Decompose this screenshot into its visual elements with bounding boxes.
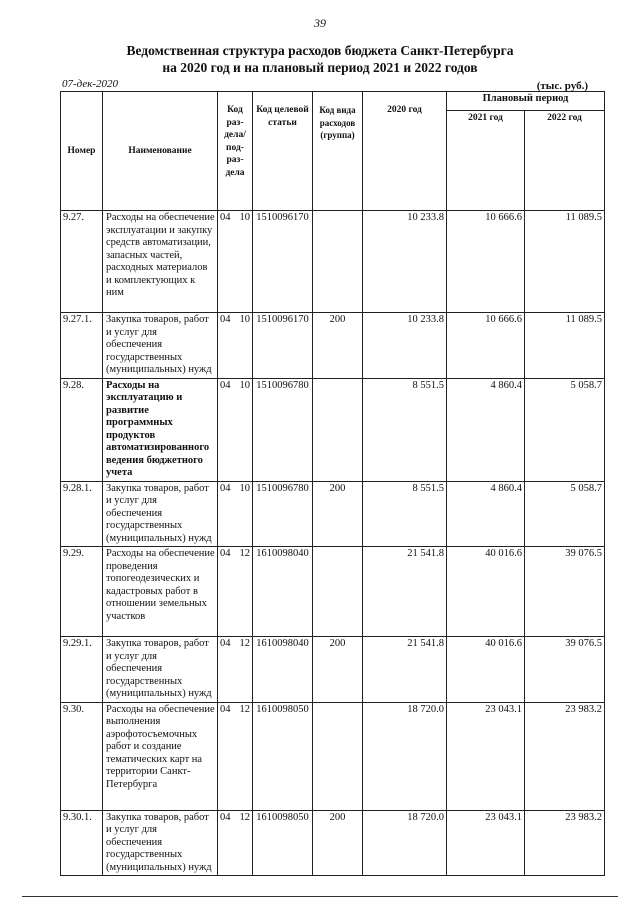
row-section-code: 04 xyxy=(218,702,234,810)
header-planned-period: Плановый период xyxy=(447,92,605,111)
row-amount-2022: 39 076.5 xyxy=(525,547,605,637)
row-name: Расходы на обеспечение проведения топогеодезических и кадастровых работ в отношении земельных участков xyxy=(103,547,218,637)
table-row xyxy=(61,702,605,810)
row-amount-2020: 18 720.0 xyxy=(363,810,447,876)
row-amount-2022: 11 089.5 xyxy=(525,313,605,379)
row-amount-2021: 23 043.1 xyxy=(447,702,525,810)
row-amount-2021: 4 860.4 xyxy=(447,378,525,481)
row-expense-type: 200 xyxy=(313,637,363,703)
row-number: 9.29.1. xyxy=(61,637,103,703)
row-amount-2020: 8 551.5 xyxy=(363,378,447,481)
table-row xyxy=(61,547,605,637)
row-subsection-code: 12 xyxy=(234,810,253,876)
row-number: 9.27.1. xyxy=(61,313,103,379)
row-expense-type: 200 xyxy=(313,313,363,379)
row-section-code: 04 xyxy=(218,481,234,547)
row-number: 9.27. xyxy=(61,211,103,313)
row-amount-2020: 10 233.8 xyxy=(363,211,447,313)
table-row xyxy=(61,810,605,876)
row-amount-2021: 40 016.6 xyxy=(447,547,525,637)
footer-line xyxy=(22,896,618,897)
table-row xyxy=(61,211,605,313)
row-subsection-code: 12 xyxy=(234,702,253,810)
row-subsection-code: 12 xyxy=(234,547,253,637)
row-expense-type: 200 xyxy=(313,810,363,876)
row-expense-type xyxy=(313,702,363,810)
row-amount-2022: 23 983.2 xyxy=(525,702,605,810)
row-section-code: 04 xyxy=(218,810,234,876)
row-amount-2022: 23 983.2 xyxy=(525,810,605,876)
row-subsection-code: 10 xyxy=(234,481,253,547)
row-target-code: 1510096170 xyxy=(253,313,313,379)
row-target-code: 1510096780 xyxy=(253,481,313,547)
row-number: 9.28.1. xyxy=(61,481,103,547)
row-name: Закупка товаров, работ и услуг для обеспечения государственных (муниципальных) нужд xyxy=(103,481,218,547)
header-2020: 2020 год xyxy=(363,92,447,211)
row-amount-2021: 10 666.6 xyxy=(447,313,525,379)
row-target-code: 1610098040 xyxy=(253,547,313,637)
row-target-code: 1610098050 xyxy=(253,702,313,810)
row-amount-2022: 5 058.7 xyxy=(525,378,605,481)
row-target-code: 1610098040 xyxy=(253,637,313,703)
header-2022: 2022 год xyxy=(525,111,605,211)
row-number: 9.28. xyxy=(61,378,103,481)
row-section-code: 04 xyxy=(218,547,234,637)
row-amount-2021: 40 016.6 xyxy=(447,637,525,703)
row-section-code: 04 xyxy=(218,378,234,481)
row-expense-type xyxy=(313,547,363,637)
document-date: 07-дек-2020 xyxy=(62,78,119,90)
row-subsection-code: 10 xyxy=(234,378,253,481)
row-expense-type: 200 xyxy=(313,481,363,547)
title-line-1: Ведомственная структура расходов бюджета Санкт-Петербурга xyxy=(126,43,514,58)
budget-table xyxy=(60,91,605,876)
row-subsection-code: 10 xyxy=(234,313,253,379)
row-name: Расходы на эксплуатацию и развитие программных продуктов автоматизированного ведения бюджетного учета xyxy=(103,378,218,481)
row-target-code: 1510096170 xyxy=(253,211,313,313)
row-amount-2021: 4 860.4 xyxy=(447,481,525,547)
row-section-code: 04 xyxy=(218,637,234,703)
row-name: Закупка товаров, работ и услуг для обеспечения государственных (муниципальных) нужд xyxy=(103,313,218,379)
row-subsection-code: 10 xyxy=(234,211,253,313)
document-title xyxy=(0,42,640,76)
row-name: Закупка товаров, работ и услуг для обеспечения государственных (муниципальных) нужд xyxy=(103,810,218,876)
row-amount-2020: 18 720.0 xyxy=(363,702,447,810)
table-row xyxy=(61,378,605,481)
row-number: 9.30.1. xyxy=(61,810,103,876)
row-amount-2022: 5 058.7 xyxy=(525,481,605,547)
page-number: 39 xyxy=(314,16,326,30)
row-amount-2021: 23 043.1 xyxy=(447,810,525,876)
table-row xyxy=(61,481,605,547)
table-row xyxy=(61,313,605,379)
row-section-code: 04 xyxy=(218,211,234,313)
header-expense-type: Код вида расходов (группа) xyxy=(313,92,363,211)
header-number: Номер xyxy=(61,92,103,211)
row-target-code: 1610098050 xyxy=(253,810,313,876)
title-line-2: на 2020 год и на плановый период 2021 и 2022 годов xyxy=(162,60,478,75)
row-amount-2020: 21 541.8 xyxy=(363,637,447,703)
row-number: 9.30. xyxy=(61,702,103,810)
row-expense-type xyxy=(313,211,363,313)
row-amount-2020: 10 233.8 xyxy=(363,313,447,379)
table-row xyxy=(61,637,605,703)
row-amount-2020: 8 551.5 xyxy=(363,481,447,547)
header-section: Код раз- дела/ под- раз- дела xyxy=(218,92,253,211)
row-section-code: 04 xyxy=(218,313,234,379)
header-target: Код целевой статьи xyxy=(253,92,313,211)
units-label: (тыс. руб.) xyxy=(536,80,588,92)
row-amount-2022: 11 089.5 xyxy=(525,211,605,313)
row-number: 9.29. xyxy=(61,547,103,637)
row-subsection-code: 12 xyxy=(234,637,253,703)
row-target-code: 1510096780 xyxy=(253,378,313,481)
row-expense-type xyxy=(313,378,363,481)
row-amount-2020: 21 541.8 xyxy=(363,547,447,637)
row-name: Закупка товаров, работ и услуг для обеспечения государственных (муниципальных) нужд xyxy=(103,637,218,703)
header-name: Наименование xyxy=(103,92,218,211)
row-amount-2022: 39 076.5 xyxy=(525,637,605,703)
row-amount-2021: 10 666.6 xyxy=(447,211,525,313)
row-name: Расходы на обеспечение эксплуатации и закупку средств автоматизации, запасных частей, расходных материалов и комплектующих к ним xyxy=(103,211,218,313)
row-name: Расходы на обеспечение выполнения аэрофотосъемочных работ и создание тематических карт на территории Санкт-Петербурга xyxy=(103,702,218,810)
header-2021: 2021 год xyxy=(447,111,525,211)
